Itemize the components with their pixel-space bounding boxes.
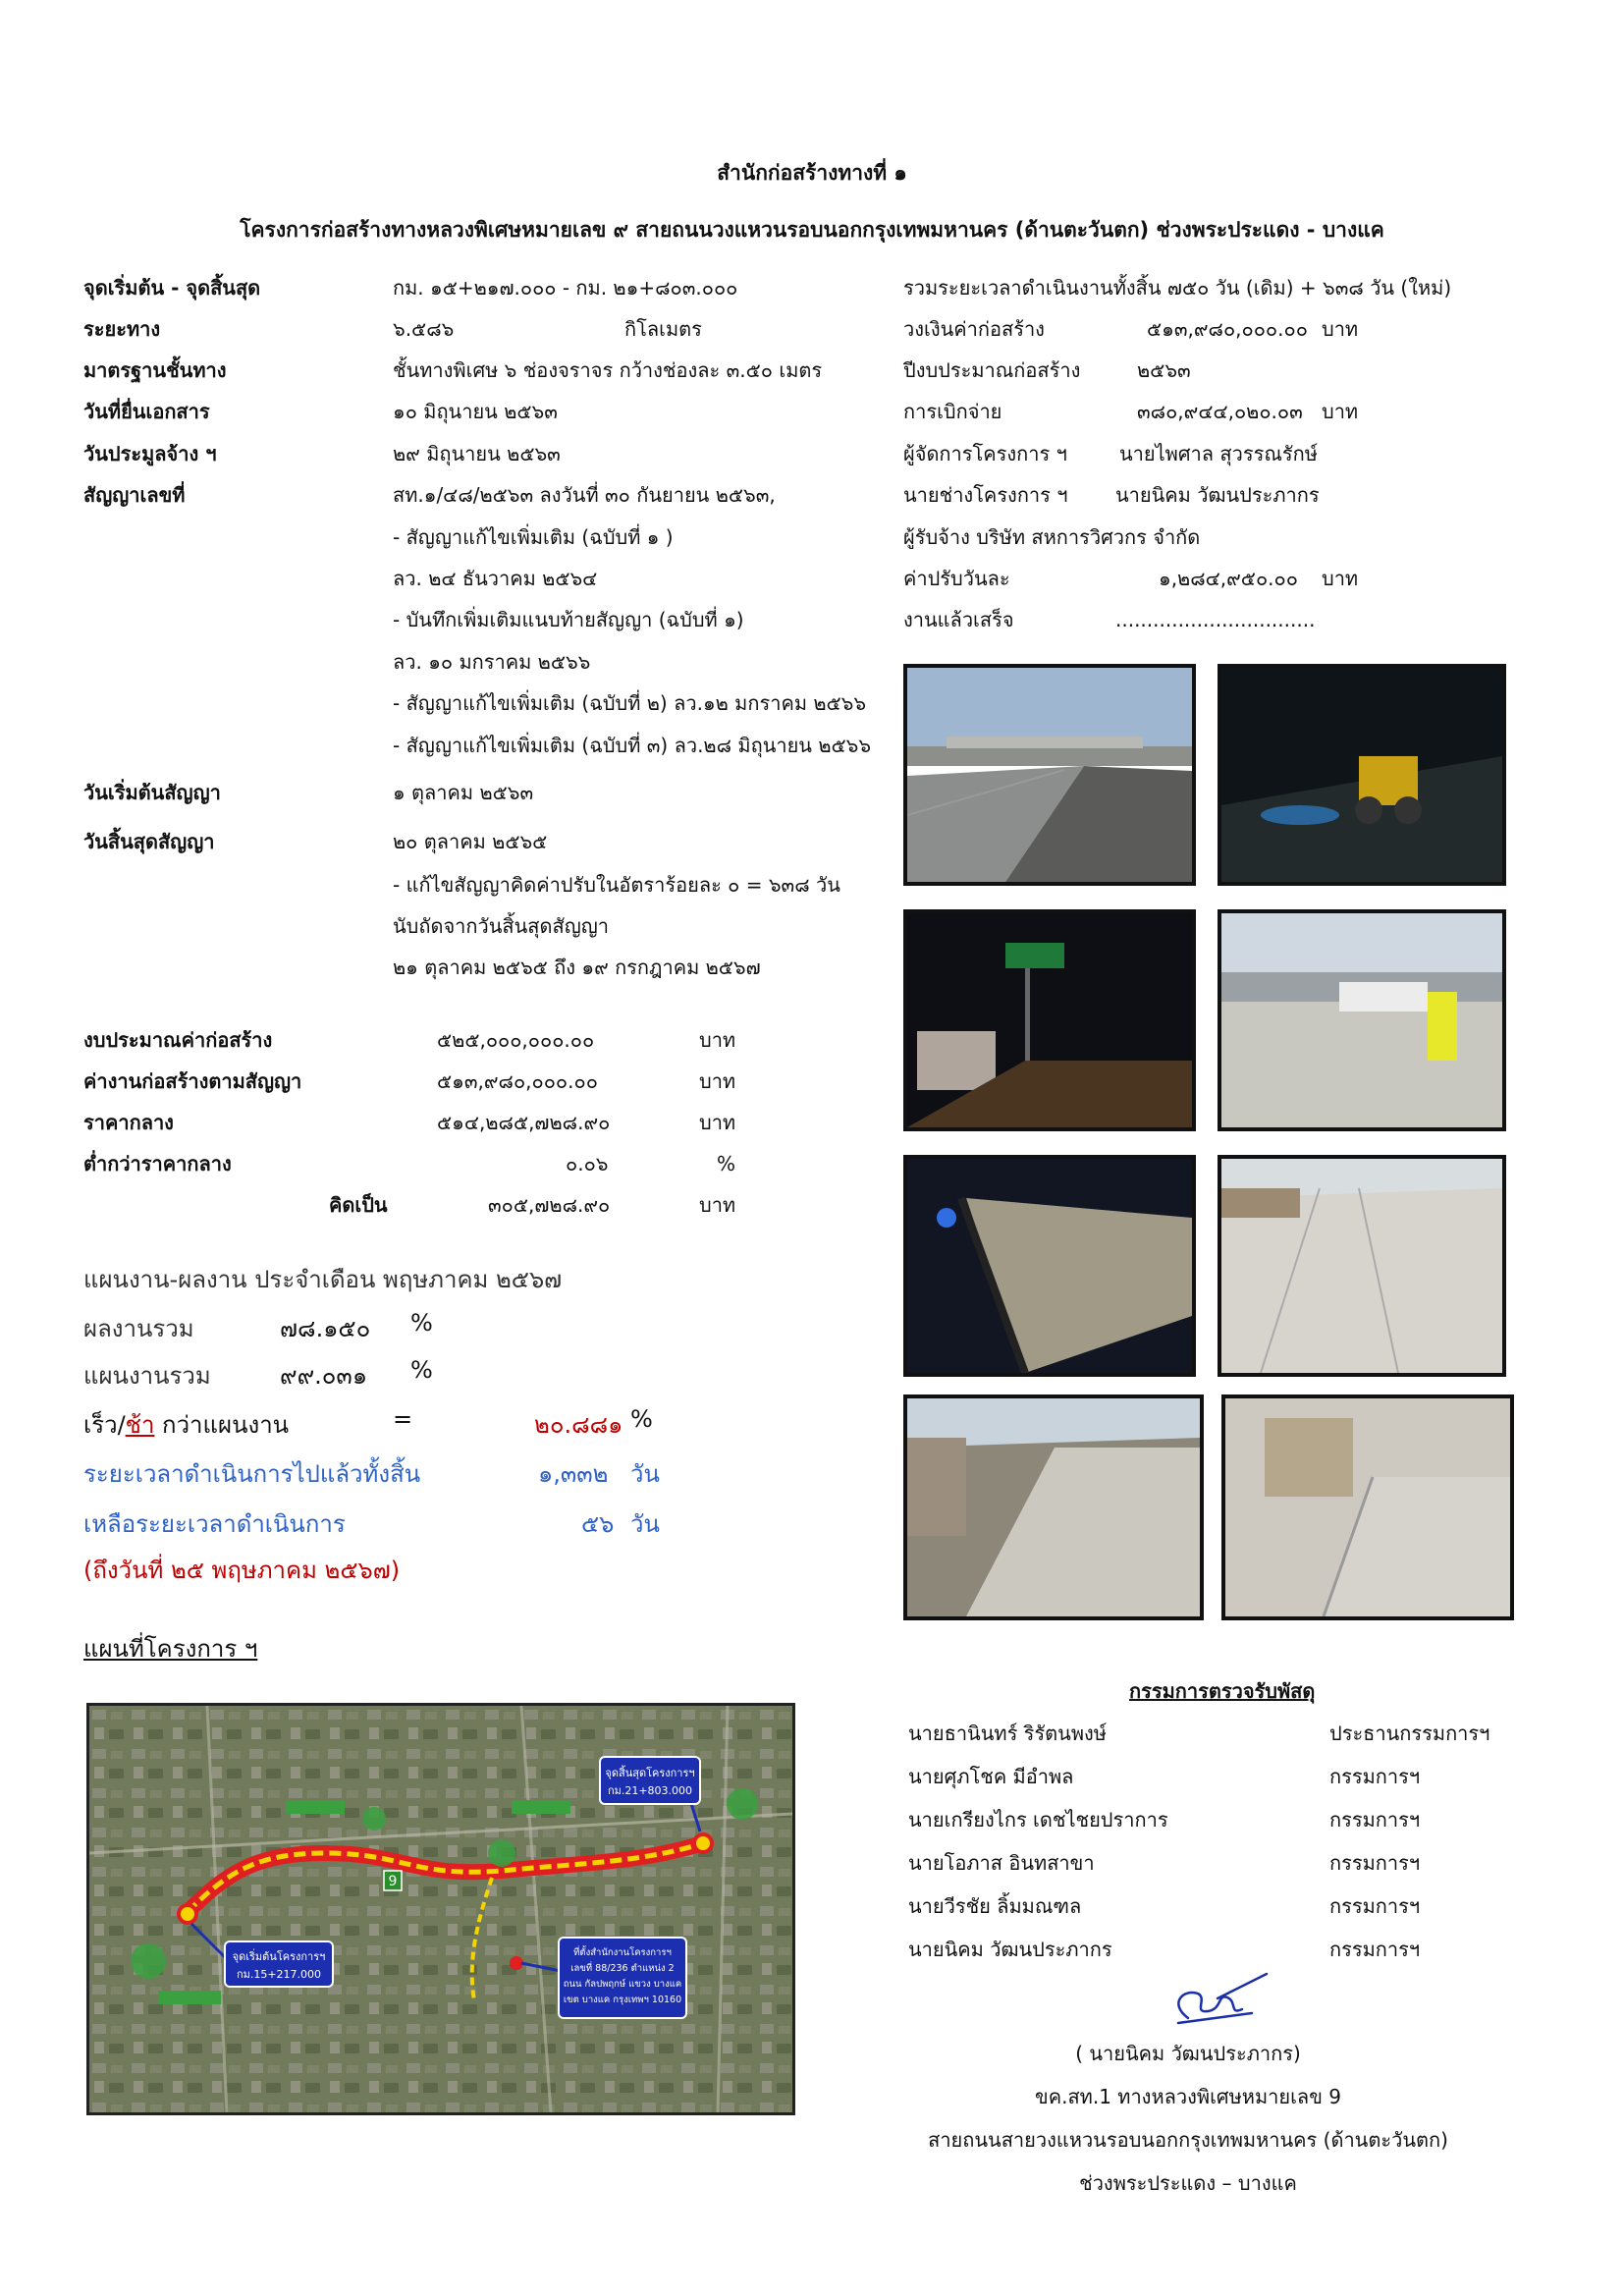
summary-value: ๓๘๐,๙๔๔,๐๒๐.๐๓ [1137, 400, 1303, 423]
summary-unit: บาท [1322, 400, 1359, 423]
budget-value: ๕๒๕,๐๐๐,๐๐๐.๐๐ [437, 1028, 595, 1052]
committee-member-role: กรรมการฯ [1329, 1808, 1421, 1831]
end-box-line1: จุดสิ้นสุดโครงการฯ [605, 1767, 695, 1779]
summary-label: นายช่างโครงการ ฯ [903, 483, 1068, 507]
elapsed-label: ระยะเวลาดำเนินการไปแล้วทั้งสิ้น [83, 1460, 421, 1488]
project-title: โครงการก่อสร้างทางหลวงพิเศษหมายเลข ๙ สายถนนวงแหวนรอบนอกกรุงเทพมหานคร (ด้านตะวันตก) ช่วงพระประแดง - บางแค [240, 218, 1384, 242]
contract-start-label: วันเริ่มต้นสัญญา [83, 781, 221, 804]
committee-member-role: กรรมการฯ [1329, 1894, 1421, 1918]
summary-value: ๒๕๖๓ [1137, 358, 1191, 382]
budget-unit: บาท [699, 1069, 736, 1093]
actual-value: ๗๘.๑๕๐ [280, 1315, 371, 1342]
route-number: 9 [388, 1874, 398, 1889]
budget-label: งบประมาณค่าก่อสร้าง [83, 1028, 273, 1052]
summary-value: ................................ [1115, 608, 1316, 631]
diff-label-rest: กว่าแผนงาน [154, 1411, 290, 1439]
site-photo [903, 1155, 1196, 1377]
diff-label-fast: เร็ว/ [83, 1411, 126, 1439]
site-photo [903, 909, 1196, 1131]
penalty-note: - แก้ไขสัญญาคิดค่าปรับในอัตราร้อยละ ๐ = ๖๓๘ วัน [393, 873, 840, 897]
elapsed-value: ๑,๓๓๒ [538, 1460, 609, 1488]
actual-unit: % [410, 1309, 433, 1337]
info-label: ระยะทาง [83, 317, 161, 341]
committee-member-name: นายศุภโชค มีอำพล [908, 1765, 1074, 1788]
remaining-label: เหลือระยะเวลาดำเนินการ [83, 1510, 346, 1538]
summary-label: งานแล้วเสร็จ [903, 608, 1014, 631]
committee-member-name: นายนิคม วัฒนประภากร [908, 1938, 1112, 1961]
site-photo [1218, 664, 1506, 886]
contract-line: ลว. ๑๐ มกราคม ๒๕๖๖ [393, 650, 591, 674]
office-box-line4: เขต บางแค กรุงเทพฯ 10160 [563, 1995, 682, 2005]
signer-route: สายถนนสายวงแหวนรอบนอกกรุงเทพมหานคร (ด้านตะวันตก) [928, 2128, 1448, 2152]
summary-unit: บาท [1322, 567, 1359, 590]
summary-label: ผู้จัดการโครงการ ฯ [903, 442, 1067, 465]
summary-value: นายนิคม วัฒนประภากร [1115, 483, 1320, 507]
budget-calc-label: คิดเป็น [329, 1193, 388, 1217]
diff-label [83, 1405, 289, 1444]
info-value: ๑๐ มิถุนายน ๒๕๖๓ [393, 400, 558, 423]
office-box-line3: ถนน กัลปพฤกษ์ แขวง บางแค [563, 1979, 682, 1990]
project-map [86, 1703, 795, 2115]
info-value: กม. ๑๕+๒๑๗.๐๐๐ - กม. ๒๑+๘๐๓.๐๐๐ [393, 276, 738, 300]
info-value: ๒๙ มิถุนายน ๒๕๖๓ [393, 442, 561, 465]
budget-unit: % [717, 1152, 736, 1175]
office-box-line1: ที่ตั้งสำนักงานโครงการฯ [573, 1947, 672, 1958]
signer-name: ( นายนิคม วัฒนประภากร) [1075, 2042, 1301, 2065]
map-title: แผนที่โครงการ ฯ [83, 1635, 258, 1663]
site-photo [1218, 1155, 1506, 1377]
committee-member-role: กรรมการฯ [1329, 1765, 1421, 1788]
summary-label: รวมระยะเวลาดำเนินงานทั้งสิ้น ๗๕๐ วัน (เดิม) + ๖๓๘ วัน (ใหม่) [903, 276, 1452, 300]
penalty-note: ๒๑ ตุลาคม ๒๕๖๕ ถึง ๑๙ กรกฎาคม ๒๕๖๗ [393, 956, 761, 979]
site-photo [1218, 909, 1506, 1131]
contract-line: - บันทึกเพิ่มเติมแนบท้ายสัญญา (ฉบับที่ ๑) [393, 608, 744, 631]
signer-position: ขค.สท.1 ทางหลวงพิเศษหมายเลข 9 [1035, 2085, 1341, 2108]
site-photo [903, 1394, 1204, 1620]
summary-unit: บาท [1322, 317, 1359, 341]
summary-label: ค่าปรับวันละ [903, 567, 1010, 590]
summary-label: การเบิกจ่าย [903, 400, 1002, 423]
info-label: มาตรฐานชั้นทาง [83, 358, 227, 382]
diff-value: ๒๐.๘๘๑ [534, 1411, 623, 1439]
info-value: ชั้นทางพิเศษ ๖ ช่องจราจร กว้างช่องละ ๓.๕๐ เมตร [393, 358, 823, 382]
summary-label: ปีงบประมาณก่อสร้าง [903, 358, 1081, 382]
progress-title: แผนงาน-ผลงาน ประจำเดือน พฤษภาคม ๒๕๖๗ [83, 1266, 563, 1293]
budget-value: ๐.๐๖ [566, 1152, 609, 1175]
committee-title: กรรมการตรวจรับพัสดุ [1129, 1679, 1316, 1703]
committee-member-name: นายโอภาส อินทสาขา [908, 1851, 1095, 1875]
start-box-line2: กม.15+217.000 [236, 1968, 322, 1981]
summary-value: ๕๑๓,๙๘๐,๐๐๐.๐๐ [1147, 317, 1308, 341]
budget-unit: บาท [699, 1028, 736, 1052]
map-image [89, 1706, 792, 2112]
contract-end-value: ๒๐ ตุลาคม ๒๕๖๕ [393, 830, 548, 853]
diff-unit: % [630, 1405, 653, 1433]
office-box-line2: เลขที่ 88/236 ตำแหน่ง 2 [570, 1963, 675, 1974]
contract-line: - สัญญาแก้ไขเพิ่มเติม (ฉบับที่ ๒) ลว.๑๒ มกราคม ๒๕๖๖ [393, 691, 867, 715]
info-unit: กิโลเมตร [624, 317, 702, 341]
signature-mark [1159, 1964, 1276, 2033]
budget-label: ต่ำกว่าราคากลาง [83, 1152, 232, 1175]
start-box-line1: จุดเริ่มต้นโครงการฯ [232, 1950, 326, 1963]
committee-member-name: นายวีรชัย ลิ้มมณฑล [908, 1894, 1082, 1918]
plan-label: แผนงานรวม [83, 1362, 211, 1390]
actual-label: ผลงานรวม [83, 1315, 194, 1342]
budget-value: ๕๑๔,๒๘๕,๗๒๘.๙๐ [437, 1111, 611, 1134]
budget-unit: บาท [699, 1111, 736, 1134]
office-title: สำนักก่อสร้างทางที่ ๑ [717, 161, 907, 185]
contract-line: - สัญญาแก้ไขเพิ่มเติม (ฉบับที่ ๓) ลว.๒๘ มิถุนายน ๒๕๖๖ [393, 734, 872, 757]
site-photo [903, 664, 1196, 886]
end-box-line2: กม.21+803.000 [607, 1784, 693, 1797]
as-of-date: (ถึงวันที่ ๒๕ พฤษภาคม ๒๕๖๗) [83, 1557, 401, 1584]
budget-value: ๕๑๓,๙๘๐,๐๐๐.๐๐ [437, 1069, 598, 1093]
office-pin-icon [510, 1956, 523, 1970]
contract-start-value: ๑ ตุลาคม ๒๕๖๓ [393, 781, 534, 804]
contract-line: - สัญญาแก้ไขเพิ่มเติม (ฉบับที่ ๑ ) [393, 525, 674, 549]
plan-unit: % [410, 1356, 433, 1384]
summary-value: ๑,๒๘๔,๙๕๐.๐๐ [1159, 567, 1298, 590]
committee-member-role: กรรมการฯ [1329, 1851, 1421, 1875]
end-point-icon [694, 1834, 712, 1852]
info-label: จุดเริ่มต้น - จุดสิ้นสุด [83, 276, 261, 300]
info-label: วันที่ยื่นเอกสาร [83, 400, 210, 423]
committee-member-name: นายธานินทร์ ริรัตนพงษ์ [908, 1722, 1107, 1745]
committee-member-name: นายเกรียงไกร เดชไชยปราการ [908, 1808, 1168, 1831]
info-value: สท.๑/๔๘/๒๕๖๓ ลงวันที่ ๓๐ กันยายน ๒๕๖๓, [393, 483, 776, 507]
contract-end-label: วันสิ้นสุดสัญญา [83, 830, 215, 853]
penalty-note: นับถัดจากวันสิ้นสุดสัญญา [393, 914, 610, 938]
budget-calc-value: ๓๐๕,๗๒๘.๙๐ [488, 1193, 611, 1217]
info-label: สัญญาเลขที่ [83, 483, 186, 507]
summary-value: นายไพศาล สุวรรณรักษ์ [1119, 442, 1318, 465]
remaining-value: ๕๖ [581, 1510, 615, 1538]
remaining-unit: วัน [630, 1510, 660, 1538]
elapsed-unit: วัน [630, 1460, 660, 1488]
budget-label: ราคากลาง [83, 1111, 174, 1134]
summary-label: วงเงินค่าก่อสร้าง [903, 317, 1045, 341]
committee-member-role: กรรมการฯ [1329, 1938, 1421, 1961]
budget-calc-unit: บาท [699, 1193, 736, 1217]
budget-label: ค่างานก่อสร้างตามสัญญา [83, 1069, 302, 1093]
committee-member-role: ประธานกรรมการฯ [1329, 1722, 1490, 1745]
site-photo [1221, 1394, 1514, 1620]
start-point-icon [179, 1905, 196, 1923]
diff-equals: = [393, 1405, 413, 1433]
contract-line: ลว. ๒๔ ธันวาคม ๒๕๖๔ [393, 567, 598, 590]
plan-value: ๙๙.๐๓๑ [280, 1362, 368, 1390]
summary-label: ผู้รับจ้าง บริษัท สหการวิศวกร จำกัด [903, 525, 1201, 549]
info-value: ๖.๕๘๖ [393, 317, 455, 341]
signer-section: ช่วงพระประแดง – บางแค [1079, 2171, 1297, 2195]
info-label: วันประมูลจ้าง ฯ [83, 442, 217, 465]
diff-label-slow: ช้า [125, 1411, 155, 1439]
